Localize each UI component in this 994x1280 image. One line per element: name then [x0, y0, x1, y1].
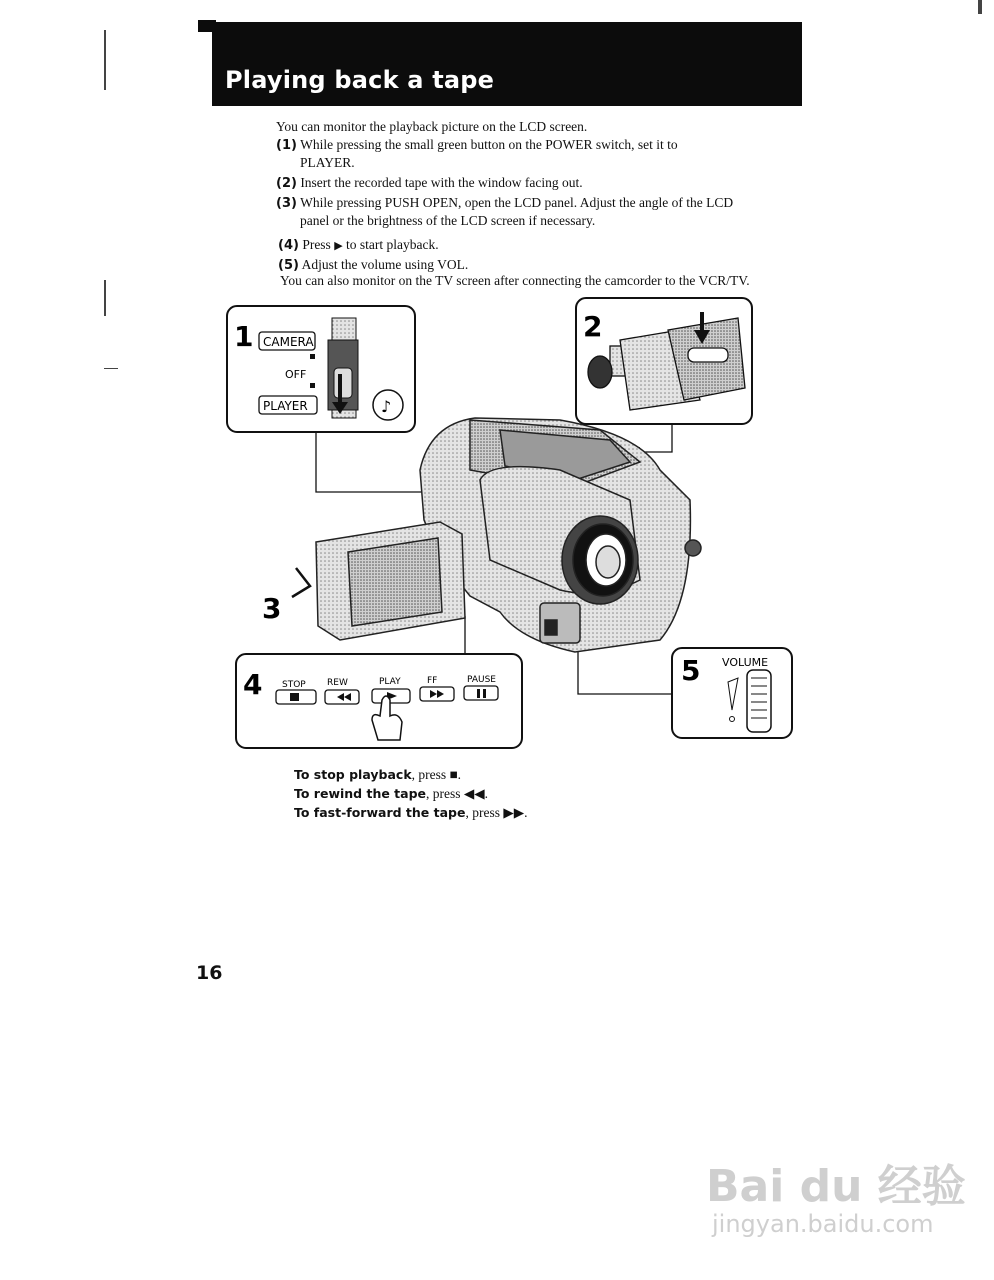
- step-4-text-cont: to start playback.: [346, 237, 439, 252]
- step-1-number: (1): [276, 138, 297, 153]
- watermark-brand: Bai du 经验: [706, 1161, 966, 1212]
- step-3-text-cont: panel or the brightness of the LCD screen if necessary.: [300, 213, 596, 228]
- note-rewind-bold: To rewind the tape: [294, 786, 427, 801]
- callout-3: 3: [262, 592, 282, 625]
- play-symbol-icon: ▶: [334, 240, 343, 252]
- scan-mark: [104, 368, 118, 369]
- callout-2: 2: [583, 310, 603, 343]
- pause-icon: [477, 689, 480, 698]
- player-label: PLAYER: [263, 399, 308, 413]
- volume-label: VOLUME: [722, 656, 769, 669]
- note-stop-rest: , press ■.: [411, 767, 462, 782]
- step-1-text-cont: PLAYER.: [300, 155, 355, 170]
- note-stop-bold: To stop playback: [294, 767, 412, 782]
- stop-label: STOP: [282, 680, 306, 690]
- off-label: OFF: [285, 368, 307, 381]
- callout-4: 4: [243, 668, 263, 701]
- watermark-url: jingyan.baidu.com: [712, 1210, 934, 1238]
- step-5-number: (5): [278, 258, 299, 273]
- callout-1: 1: [234, 320, 254, 353]
- camera-label: CAMERA: [263, 335, 314, 349]
- volume-dial-icon: [747, 670, 771, 732]
- step-3-text: While pressing PUSH OPEN, open the LCD panel. Adjust the angle of the LCD: [300, 195, 734, 210]
- lcd-panel: [316, 522, 465, 640]
- scan-mark: [978, 0, 982, 14]
- note-rewind-rest: , press ◀◀.: [426, 786, 489, 801]
- rew-label: REW: [327, 678, 348, 688]
- pause-label: PAUSE: [467, 675, 496, 685]
- note-rewind: [294, 785, 488, 802]
- tv-note: You can also monitor on the TV screen after connecting the camcorder to the VCR/TV.: [280, 273, 750, 288]
- svg-text:♪: ♪: [381, 397, 392, 416]
- page-number: 16: [196, 962, 223, 984]
- step-1-text: While pressing the small green button on the POWER switch, set it to: [300, 137, 678, 152]
- note-ff-bold: To fast-forward the tape: [294, 805, 466, 820]
- page-title: Playing back a tape: [225, 66, 495, 94]
- callout-5: 5: [681, 654, 701, 687]
- step-2-text: Insert the recorded tape with the window facing out.: [300, 175, 583, 190]
- intro-text: You can monitor the playback picture on the LCD screen.: [276, 119, 588, 134]
- step-3-number: (3): [276, 196, 297, 211]
- step-4-number: (4): [278, 238, 299, 253]
- scan-mark: [104, 280, 106, 316]
- play-label: PLAY: [379, 677, 401, 687]
- step-5-text: Adjust the volume using VOL.: [301, 257, 469, 272]
- step-4-text: Press: [302, 237, 331, 252]
- step-2-number: (2): [276, 176, 297, 191]
- note-stop: [294, 766, 461, 783]
- stop-icon: [290, 693, 299, 701]
- scan-mark: [104, 30, 106, 90]
- note-ff-rest: , press ▶▶.: [465, 805, 528, 820]
- ff-label: FF: [427, 676, 438, 686]
- note-ff: [294, 804, 527, 821]
